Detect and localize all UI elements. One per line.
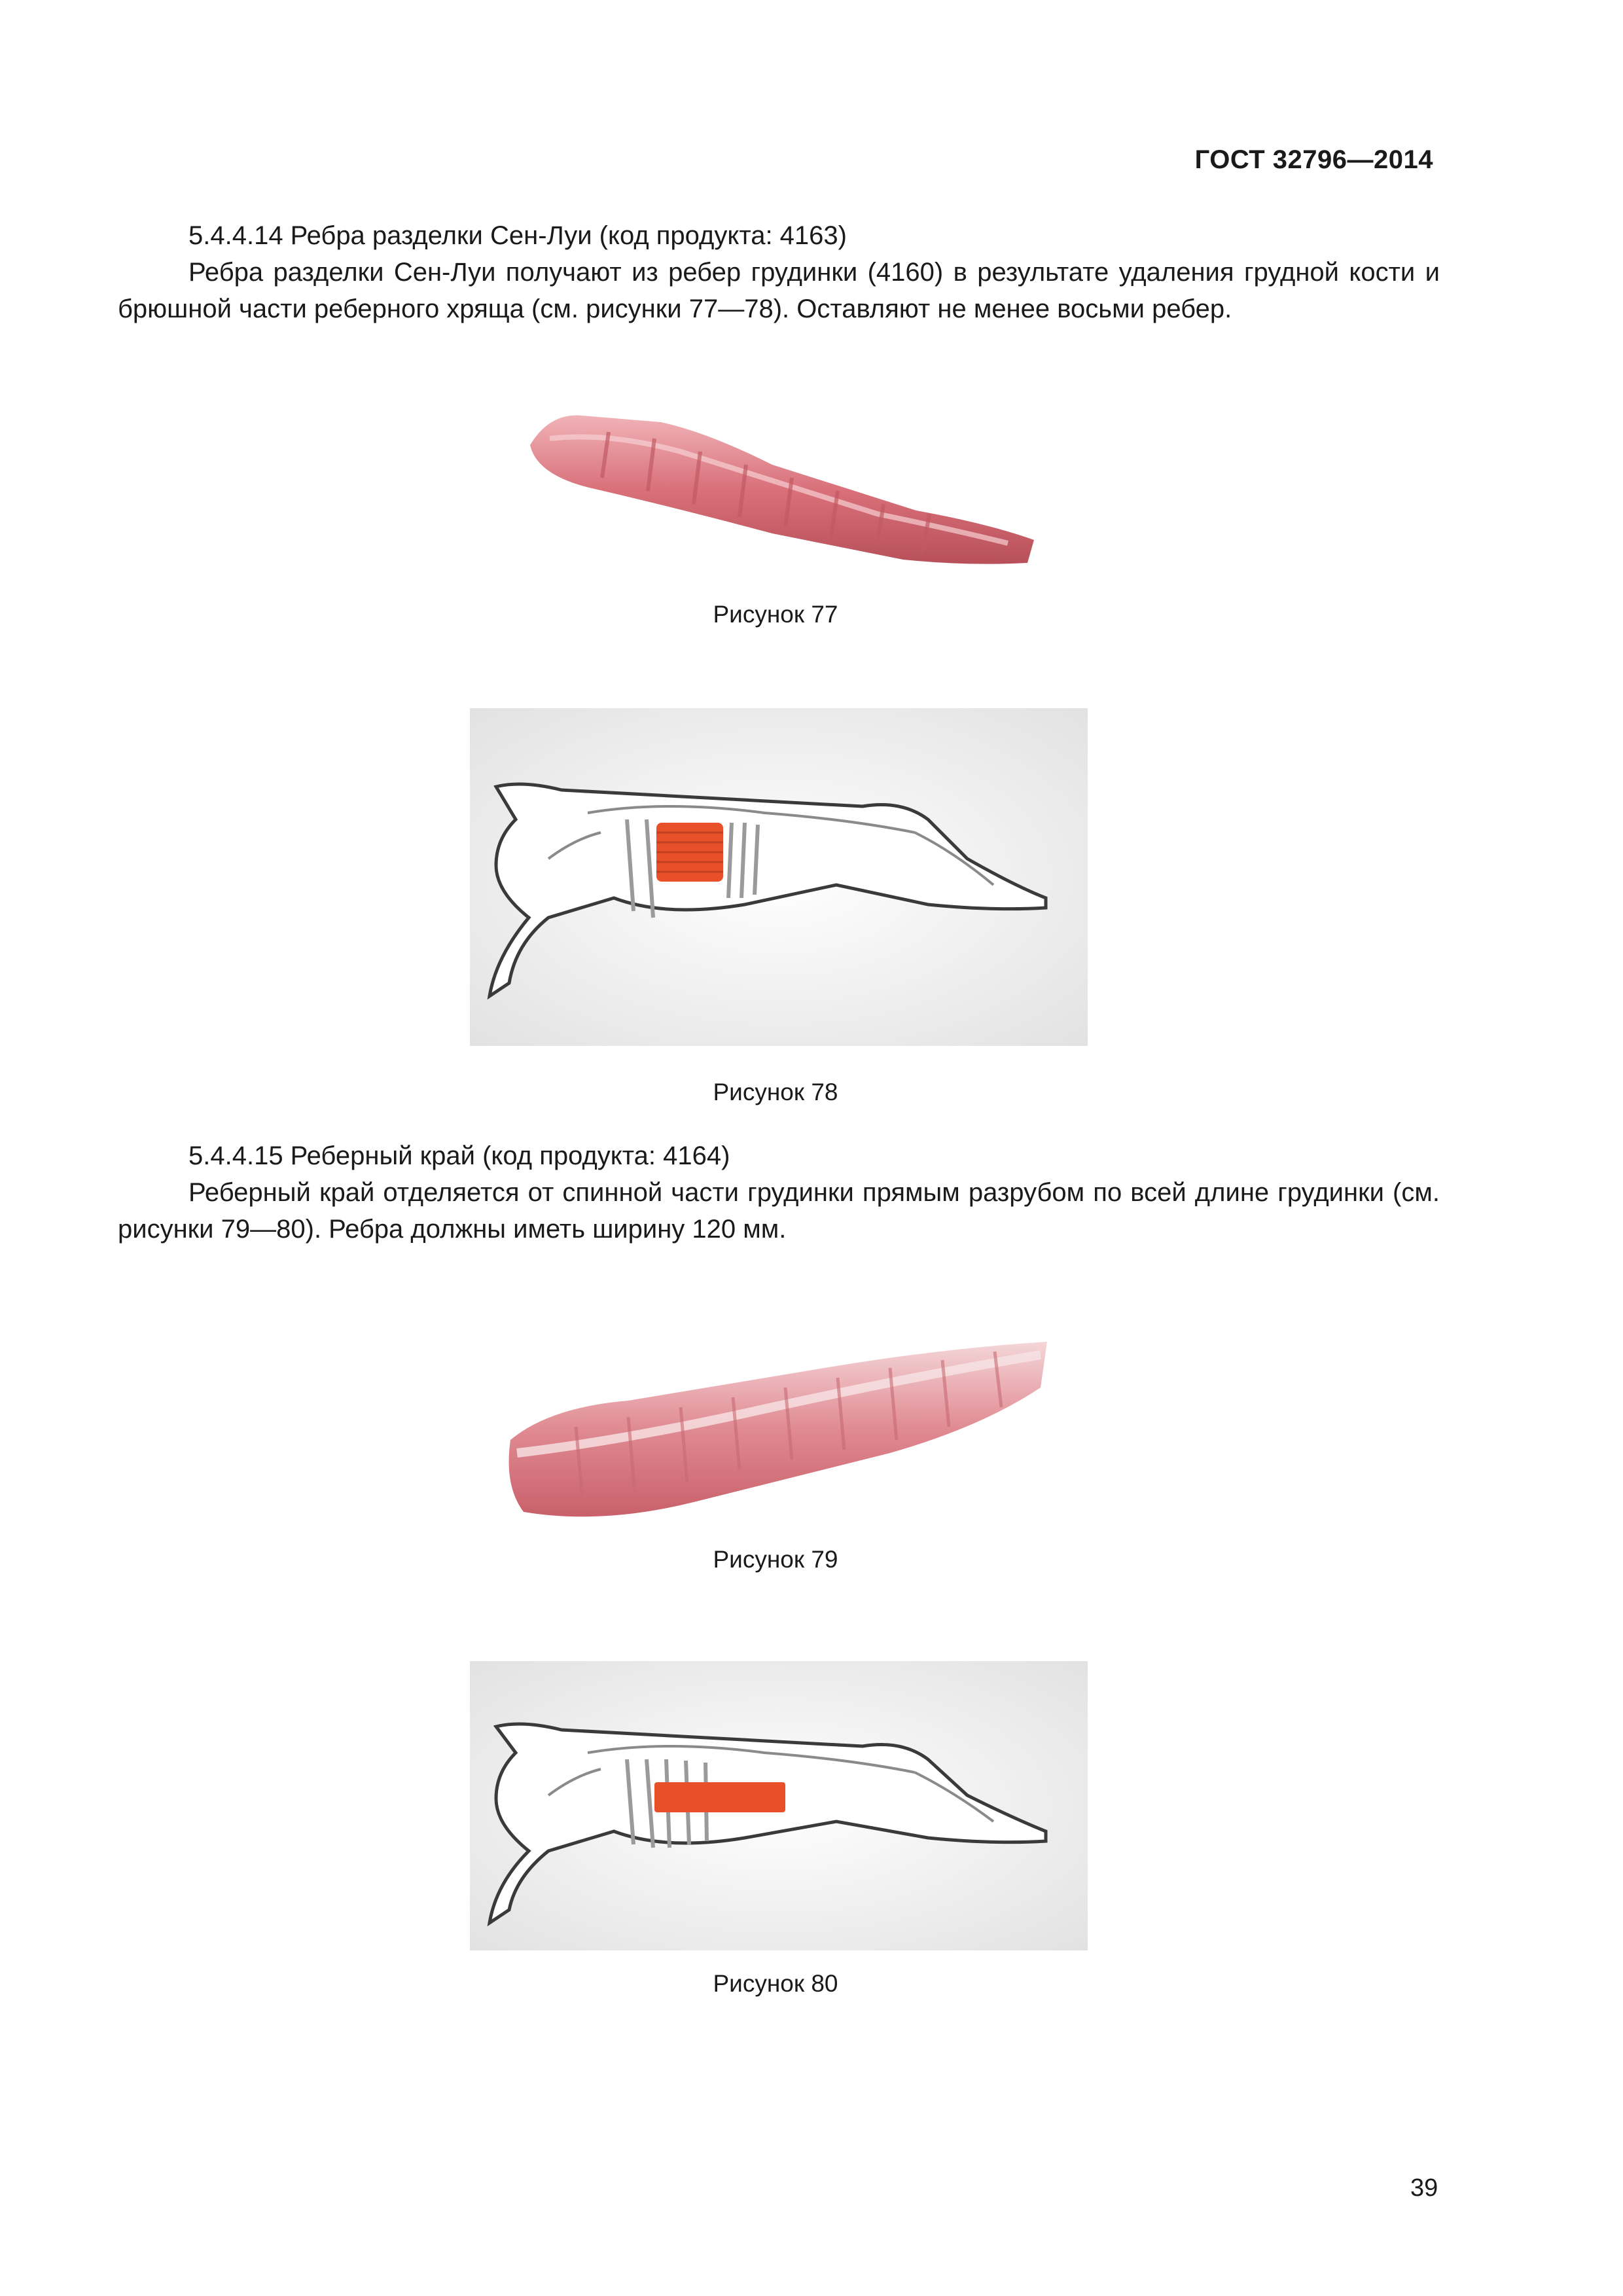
section-body: Ребра разделки Сен-Луи получают из ребер грудинки (4160) в результате удаления грудной кости и брюшной части реберного хряща (см. рисунки 77—78). Оставляют не менее восьми ребер. [118,258,1440,323]
page-number: 39 [1410,2174,1438,2202]
section-body: Реберный край отделяется от спинной части грудинки прямым разрубом по всей длине грудинки (см. рисунки 79—80). Ребра должны иметь ширину 120 мм. [118,1178,1440,1244]
figure-80-caption: Рисунок 80 [713,1970,838,1997]
figure-78-caption: Рисунок 78 [713,1079,838,1105]
figure-77-caption: Рисунок 77 [713,601,838,628]
document-standard-code: ГОСТ 32796—2014 [1194,145,1433,174]
section-heading: 5.4.4.14 Ребра разделки Сен-Луи (код продукта: 4163) [188,221,847,250]
highlight-region [654,1782,785,1812]
figure-79-caption: Рисунок 79 [713,1546,838,1573]
figure-80-image [470,1661,1088,1950]
figure-77-image [510,393,1047,589]
figure-78-image [470,708,1088,1046]
section-4163 [118,217,1440,327]
section-4164 [118,1138,1440,1247]
section-heading: 5.4.4.15 Реберный край (код продукта: 4164) [188,1141,730,1170]
figure-79-image [497,1329,1060,1538]
